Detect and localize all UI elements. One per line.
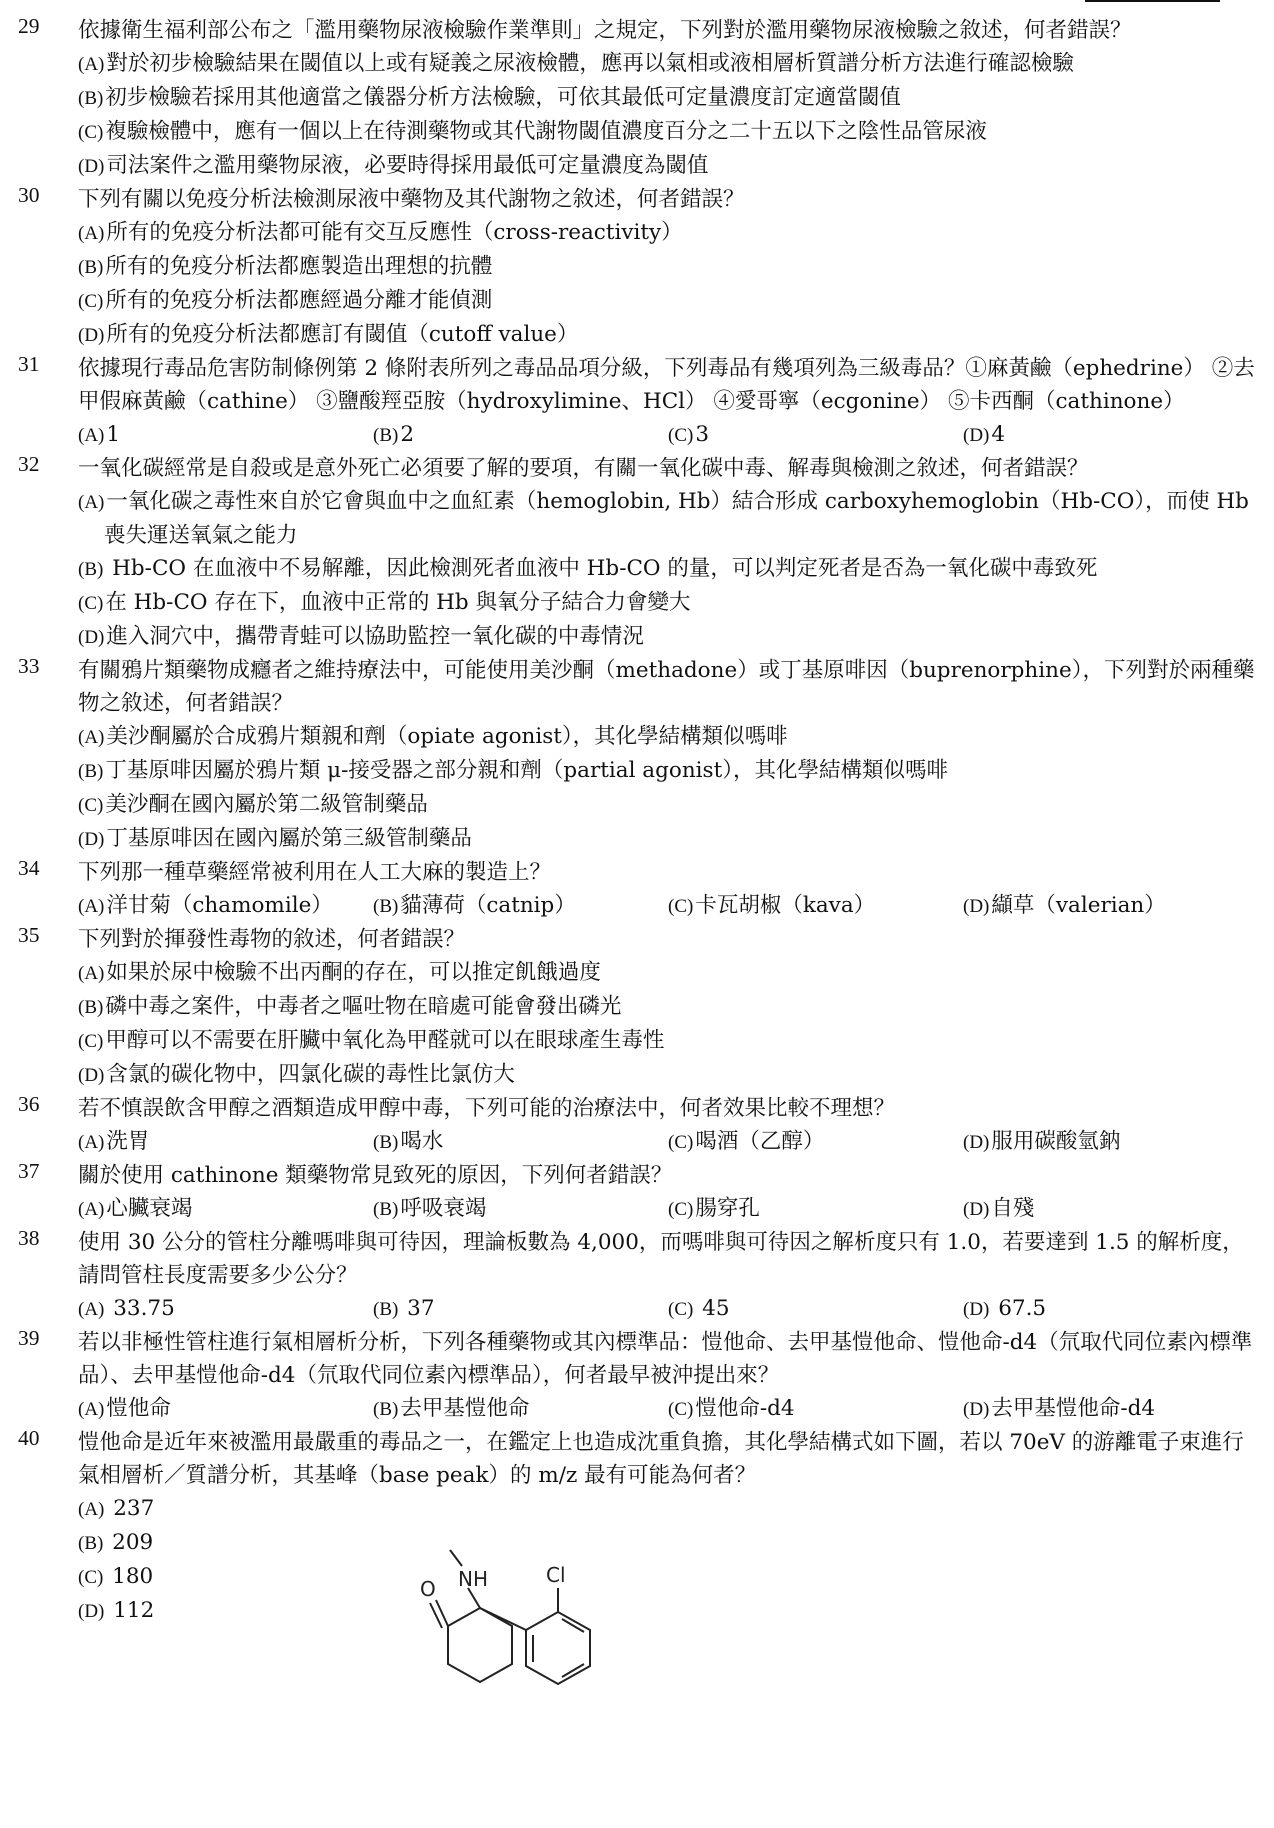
option-b[interactable]: (B)初步檢驗若採用其他適當之儀器分析方法檢驗，可依其最低可定量濃度訂定適當閾值 bbox=[78, 85, 901, 110]
option-row bbox=[78, 1192, 1258, 1226]
question-stem: 關於使用 cathinone 類藥物常見致死的原因，下列何者錯誤？ bbox=[78, 1163, 673, 1188]
question-36 bbox=[18, 1092, 1258, 1159]
question-number: 37 bbox=[18, 1159, 40, 1183]
option-d[interactable]: (D)所有的免疫分析法都應訂有閾值（cutoff value） bbox=[78, 322, 579, 347]
option-c[interactable]: (C)所有的免疫分析法都應經過分離才能偵測 bbox=[78, 288, 493, 313]
option-row bbox=[78, 1392, 1258, 1426]
option-d[interactable]: (D) 112 bbox=[78, 1598, 155, 1623]
question-number: 33 bbox=[18, 654, 40, 678]
option-column bbox=[78, 1492, 1258, 1628]
option-d[interactable]: (D)自殘 bbox=[963, 1196, 1035, 1221]
option-a[interactable]: (A)心臟衰竭 bbox=[78, 1196, 193, 1221]
option-d[interactable]: (D) 67.5 bbox=[963, 1296, 1047, 1321]
atom-oxygen: O bbox=[420, 1577, 436, 1601]
option-c[interactable]: (C)腸穿孔 bbox=[668, 1196, 760, 1221]
question-number: 30 bbox=[18, 183, 40, 207]
question-stem: 有關鴉片類藥物成癮者之維持療法中，可能使用美沙酮（methadone）或丁基原啡因（buprenorphine），下列對於兩種藥物之敘述，何者錯誤？ bbox=[78, 658, 1255, 716]
option-c[interactable]: (C)卡瓦胡椒（kava） bbox=[668, 893, 876, 918]
option-d[interactable]: (D)纈草（valerian） bbox=[963, 893, 1166, 918]
question-stem: 依據現行毒品危害防制條例第 2 條附表所列之毒品品項分級，下列毒品有幾項列為三級毒品？①麻黃鹼（ephedrine） ②去甲假麻黃鹼（cathine） ③鹽酸羥亞胺（hydroxylimine、HCl） ④愛哥寧（ecgonine） ⑤卡西酮（cathinone） bbox=[78, 356, 1255, 414]
option-b[interactable]: (B)磷中毒之案件，中毒者之嘔吐物在暗處可能會發出磷光 bbox=[78, 994, 622, 1019]
option-d[interactable]: (D)4 bbox=[963, 422, 1006, 447]
option-b[interactable]: (B)2 bbox=[373, 422, 415, 447]
option-a[interactable]: (A)洗胃 bbox=[78, 1129, 150, 1154]
question-31 bbox=[18, 352, 1258, 452]
question-stem: 下列有關以免疫分析法檢測尿液中藥物及其代謝物之敘述，何者錯誤？ bbox=[78, 187, 745, 212]
option-c[interactable]: (C)甲醇可以不需要在肝臟中氧化為甲醛就可以在眼球產生毒性 bbox=[78, 1028, 665, 1053]
option-b[interactable]: (B) 209 bbox=[78, 1530, 154, 1555]
question-number: 35 bbox=[18, 923, 40, 947]
question-stem: 一氧化碳經常是自殺或是意外死亡必須要了解的要項，有關一氧化碳中毒、解毒與檢測之敘述，何者錯誤？ bbox=[78, 456, 1089, 481]
option-row bbox=[78, 889, 1258, 923]
option-d[interactable]: (D)進入洞穴中，攜帶青蛙可以協助監控一氧化碳的中毒情況 bbox=[78, 624, 644, 649]
option-d[interactable]: (D)去甲基愷他命-d4 bbox=[963, 1396, 1156, 1421]
structure-bonds bbox=[430, 1550, 590, 1684]
question-number: 36 bbox=[18, 1092, 40, 1116]
option-c[interactable]: (C)愷他命-d4 bbox=[668, 1396, 795, 1421]
option-a[interactable]: (A) 33.75 bbox=[78, 1296, 175, 1321]
question-stem: 使用 30 公分的管柱分離嗎啡與可待因，理論板數為 4,000，而嗎啡與可待因之解析度只有 1.0，若要達到 1.5 的解析度，請問管柱長度需要多少公分？ bbox=[78, 1230, 1244, 1288]
option-a[interactable]: (A)1 bbox=[78, 422, 121, 447]
question-39 bbox=[18, 1326, 1258, 1426]
option-b[interactable]: (B)去甲基愷他命 bbox=[373, 1396, 530, 1421]
question-stem: 依據衛生福利部公布之「濫用藥物尿液檢驗作業準則」之規定，下列對於濫用藥物尿液檢驗之敘述，何者錯誤？ bbox=[78, 18, 1132, 43]
question-number: 38 bbox=[18, 1226, 40, 1250]
option-d[interactable]: (D)含氯的碳化物中，四氯化碳的毒性比氯仿大 bbox=[78, 1062, 515, 1087]
option-a[interactable]: (A)所有的免疫分析法都可能有交互反應性（cross-reactivity） bbox=[78, 220, 683, 245]
option-d[interactable]: (D)丁基原啡因在國內屬於第三級管制藥品 bbox=[78, 826, 472, 851]
question-stem: 若不慎誤飲含甲醇之酒類造成甲醇中毒，下列可能的治療法中，何者效果比較不理想？ bbox=[78, 1096, 896, 1121]
question-29 bbox=[18, 14, 1258, 183]
question-38 bbox=[18, 1226, 1258, 1326]
option-a[interactable]: (A)對於初步檢驗結果在閾值以上或有疑義之尿液檢體，應再以氣相或液相層析質譜分析方法進行確認檢驗 bbox=[78, 51, 1074, 76]
option-b[interactable]: (B)貓薄荷（catnip） bbox=[373, 893, 576, 918]
header-rule bbox=[1085, 0, 1220, 2]
option-c[interactable]: (C) 45 bbox=[668, 1296, 730, 1321]
exam-page bbox=[18, 14, 1258, 1648]
option-c[interactable]: (C)在 Hb-CO 存在下，血液中正常的 Hb 與氧分子結合力會變大 bbox=[78, 590, 691, 615]
ketamine-structure bbox=[408, 1548, 608, 1738]
question-number: 34 bbox=[18, 856, 40, 880]
question-33 bbox=[18, 654, 1258, 856]
option-b[interactable]: (B) 37 bbox=[373, 1296, 435, 1321]
question-stem: 下列對於揮發性毒物的敘述，何者錯誤？ bbox=[78, 927, 466, 952]
option-a[interactable]: (A)如果於尿中檢驗不出丙酮的存在，可以推定飢餓過度 bbox=[78, 960, 601, 985]
option-row bbox=[78, 1125, 1258, 1159]
option-a[interactable]: (A)一氧化碳之毒性來自於它會與血中之血紅素（hemoglobin, Hb）結合形成 carboxyhemoglobin（Hb-CO），而使 Hb 喪失運送氧氣之能力 bbox=[78, 489, 1249, 548]
question-number: 39 bbox=[18, 1326, 40, 1350]
atom-chlorine: Cl bbox=[546, 1563, 566, 1587]
question-37 bbox=[18, 1159, 1258, 1226]
option-d[interactable]: (D)司法案件之濫用藥物尿液，必要時得採用最低可定量濃度為閾值 bbox=[78, 153, 709, 178]
option-row bbox=[78, 1292, 1258, 1326]
option-c[interactable]: (C)3 bbox=[668, 422, 710, 447]
question-30 bbox=[18, 183, 1258, 352]
option-b[interactable]: (B)呼吸衰竭 bbox=[373, 1196, 487, 1221]
option-b[interactable]: (B)所有的免疫分析法都應製造出理想的抗體 bbox=[78, 254, 493, 279]
option-a[interactable]: (A) 237 bbox=[78, 1496, 155, 1521]
question-stem: 若以非極性管柱進行氣相層析分析，下列各種藥物或其內標準品：愷他命、去甲基愷他命、愷他命-d4（氘取代同位素內標準品）、去甲基愷他命-d4（氘取代同位素內標準品），何者最早被沖提出來？ bbox=[78, 1330, 1253, 1388]
option-c[interactable]: (C) 180 bbox=[78, 1564, 154, 1589]
question-35 bbox=[18, 923, 1258, 1092]
atom-amine: NH bbox=[458, 1567, 488, 1591]
question-34 bbox=[18, 856, 1258, 923]
question-stem: 愷他命是近年來被濫用最嚴重的毒品之一，在鑑定上也造成沈重負擔，其化學結構式如下圖，若以 70eV 的游離電子束進行氣相層析／質譜分析，其基峰（base peak）的 m/z 最有可能為何者？ bbox=[78, 1430, 1244, 1488]
question-number: 40 bbox=[18, 1426, 40, 1450]
option-a[interactable]: (A)美沙酮屬於合成鴉片類親和劑（opiate agonist），其化學結構類似嗎啡 bbox=[78, 724, 788, 749]
option-b[interactable]: (B)丁基原啡因屬於鴉片類 μ-接受器之部分親和劑（partial agonist），其化學結構類似嗎啡 bbox=[78, 758, 948, 783]
option-c[interactable]: (C)美沙酮在國內屬於第二級管制藥品 bbox=[78, 792, 428, 817]
option-b[interactable]: (B)喝水 bbox=[373, 1129, 444, 1154]
option-b[interactable]: (B) Hb-CO 在血液中不易解離，因此檢測死者血液中 Hb-CO 的量，可以判定死者是否為一氧化碳中毒致死 bbox=[78, 556, 1098, 581]
option-c[interactable]: (C)喝酒（乙醇） bbox=[668, 1129, 825, 1154]
question-number: 32 bbox=[18, 452, 40, 476]
question-32 bbox=[18, 452, 1258, 654]
question-number: 29 bbox=[18, 14, 40, 38]
option-c[interactable]: (C)複驗檢體中，應有一個以上在待測藥物或其代謝物閾值濃度百分之二十五以下之陰性品管尿液 bbox=[78, 119, 987, 144]
option-row bbox=[78, 418, 1258, 452]
question-stem: 下列那一種草藥經常被利用在人工大麻的製造上？ bbox=[78, 860, 552, 885]
option-a[interactable]: (A)愷他命 bbox=[78, 1396, 171, 1421]
question-number: 31 bbox=[18, 352, 40, 376]
option-a[interactable]: (A)洋甘菊（chamomile） bbox=[78, 893, 333, 918]
option-d[interactable]: (D)服用碳酸氫鈉 bbox=[963, 1129, 1121, 1154]
question-40 bbox=[18, 1426, 1258, 1648]
